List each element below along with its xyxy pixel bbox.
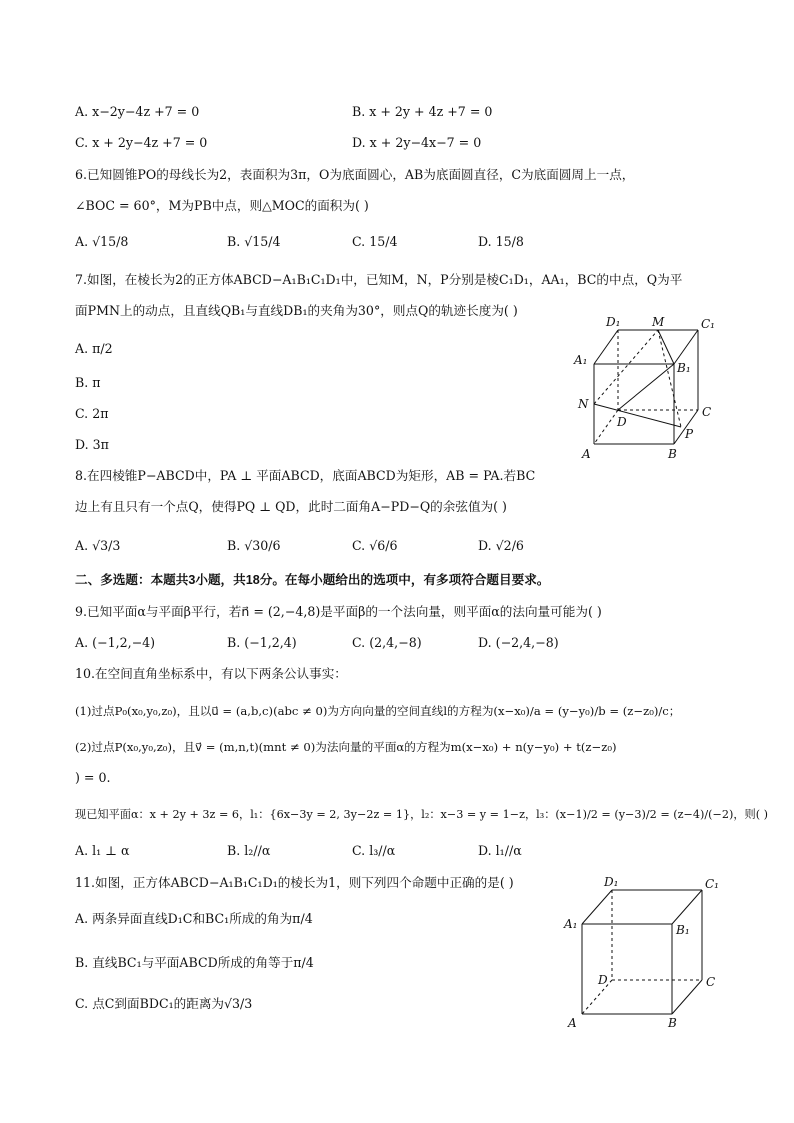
q8-option-c: C. √6/6	[352, 538, 398, 553]
q7-option-d: D. 3π	[75, 437, 109, 452]
q6-option-a: A. √15/8	[75, 234, 129, 249]
q5-option-a: A. x−2y−4z +7 = 0	[75, 104, 200, 119]
q7-label-d1: D₁	[606, 315, 621, 329]
q7-label-a: A	[582, 447, 591, 461]
q7-label-b1: B₁	[677, 361, 691, 375]
q6-stem-line1: 6.已知圆锥PO的母线长为2，表面积为3π，O为底面圆心，AB为底面圆直径，C为底面圆周上一点，	[75, 167, 635, 182]
q9-option-c: C. (2,4,−8)	[352, 635, 422, 650]
q7-label-n: N	[578, 397, 589, 411]
q11-label-a1: A₁	[564, 917, 578, 931]
q6-stem-line2: ∠BOC = 60°，M为PB中点，则△MOC的面积为( )	[75, 198, 369, 213]
q10-stem-line4: ) = 0.	[75, 770, 111, 785]
q10-stem-line5: 现已知平面α：x + 2y + 3z = 6，l₁：{6x−3y = 2, 3y−2z = 1}，l₂：x−3 = y = 1−z，l₃：(x−1)/2 = (y−3)/2 = (z−4)/(−2)，则( )	[75, 808, 769, 821]
q7-label-p: P	[685, 427, 694, 441]
q10-option-d: D. l₁//α	[478, 843, 522, 858]
q8-stem-line1: 8.在四棱锥P−ABCD中，PA ⊥ 平面ABCD，底面ABCD为矩形，AB = PA.若BC	[75, 468, 536, 483]
q7-label-m: M	[652, 315, 665, 329]
q11-stem-line1: 11.如图，正方体ABCD−A₁B₁C₁D₁的棱长为1，则下列四个命题中正确的是( )	[75, 875, 514, 890]
q8-option-b: B. √30/6	[227, 538, 281, 553]
q8-option-d: D. √2/6	[478, 538, 524, 553]
q10-option-a: A. l₁ ⊥ α	[75, 843, 130, 858]
q11-label-d1: D₁	[604, 875, 619, 889]
q7-option-c: C. 2π	[75, 406, 109, 421]
q10-stem-line3: (2)过点P(x₀,y₀,z₀)，且v⃗ = (m,n,t)(mnt ≠ 0)为法向量的平面α的方程为m(x−x₀) + n(y−y₀) + t(z−z₀)	[75, 740, 617, 754]
q11-label-b: B	[668, 1016, 677, 1030]
q5-option-c: C. x + 2y−4z +7 = 0	[75, 135, 208, 150]
q10-option-b: B. l₂//α	[227, 843, 271, 858]
q10-option-c: C. l₃//α	[352, 843, 396, 858]
q11-option-a: A. 两条异面直线D₁C和BC₁所成的角为π/4	[75, 911, 313, 926]
q6-option-b: B. √15/4	[227, 234, 281, 249]
q9-stem-line1: 9.已知平面α与平面β平行，若n⃗ = (2,−4,8)是平面β的一个法向量，则平面α的法向量可能为( )	[75, 604, 602, 619]
q7-label-d: D	[617, 415, 627, 429]
q8-stem-line2: 边上有且只有一个点Q，使得PQ ⊥ QD，此时二面角A−PD−Q的余弦值为( )	[75, 499, 507, 514]
q10-stem-line2: (1)过点P₀(x₀,y₀,z₀)，且以u⃗ = (a,b,c)(abc ≠ 0)为方向向量的空间直线l的方程为(x−x₀)/a = (y−y₀)/b = (z−z₀)/c；	[75, 704, 681, 718]
q10-stem-line1: 10.在空间直角坐标系中，有以下两条公认事实：	[75, 666, 347, 681]
q9-option-b: B. (−1,2,4)	[227, 635, 297, 650]
q11-option-b: B. 直线BC₁与平面ABCD所成的角等于π/4	[75, 955, 314, 970]
q5-option-d: D. x + 2y−4x−7 = 0	[352, 135, 482, 150]
q11-label-a: A	[568, 1016, 577, 1030]
q11-label-b1: B₁	[676, 923, 690, 937]
q7-cube-figure	[568, 312, 728, 462]
q11-cube-figure	[560, 870, 730, 1035]
q11-option-c: C. 点C到面BDC₁的距离为√3/3	[75, 996, 253, 1011]
q6-option-c: C. 15/4	[352, 234, 398, 249]
q11-label-d: D	[598, 973, 608, 987]
q7-label-a1: A₁	[574, 353, 588, 367]
q5-option-b: B. x + 2y + 4z +7 = 0	[352, 104, 493, 119]
section2-title: 二、多选题：本题共3小题，共18分。在每小题给出的选项中，有多项符合题目要求。	[75, 573, 550, 587]
q9-option-d: D. (−2,4,−8)	[478, 635, 559, 650]
q7-option-b: B. π	[75, 375, 101, 390]
q11-label-c1: C₁	[705, 877, 719, 891]
q8-option-a: A. √3/3	[75, 538, 121, 553]
q7-label-c: C	[702, 405, 712, 419]
q7-option-a: A. π/2	[75, 341, 113, 356]
q7-label-c1: C₁	[701, 317, 715, 331]
q7-label-b: B	[668, 447, 677, 461]
q11-label-c: C	[706, 975, 716, 989]
q7-stem-line2: 面PMN上的动点，且直线QB₁与直线DB₁的夹角为30°，则点Q的轨迹长度为( )	[75, 303, 518, 318]
q6-option-d: D. 15/8	[478, 234, 524, 249]
q7-stem-line1: 7.如图，在棱长为2的正方体ABCD−A₁B₁C₁D₁中，已知M，N，P分别是棱C₁D₁，AA₁，BC的中点，Q为平	[75, 272, 683, 287]
q9-option-a: A. (−1,2,−4)	[75, 635, 156, 650]
